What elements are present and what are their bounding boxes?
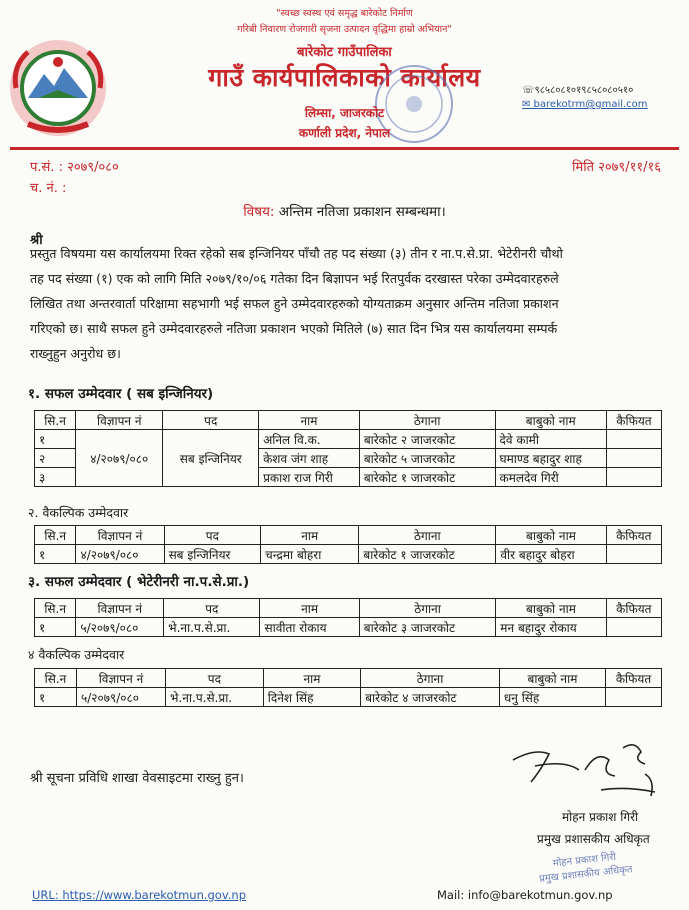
body-line-2: तह पद संख्या (१) एक को लागि मिति २०७९/१०/०६ गतेका दिन बिज्ञापन भई रितपुर्वक दरखास्त परेका उम्मेदवारहरुले	[30, 271, 559, 286]
body-line-3: लिखित तथा अन्तरवार्ता परिक्षामा सहभागी भई सफल हुने उम्मेदवारहरुको योग्यताक्रम अनुसार अन्तिम नतिजा प्रकाशन	[30, 296, 559, 311]
cell-name: प्रकाश राज गिरी	[259, 468, 360, 487]
column-header-adv: विज्ञापन नं	[76, 599, 164, 618]
results-table-4	[34, 668, 662, 707]
results-table-2	[34, 525, 662, 564]
cell-name: केशव जंग शाह	[259, 449, 360, 468]
dispatch-number-label: च. नं. :	[30, 181, 67, 196]
contact-phone: ☏९८५८०८१०१९८५८०८०५१०	[522, 85, 634, 96]
table-header-row	[35, 526, 662, 545]
column-header-post: पद	[163, 411, 259, 430]
column-header-father: बाबुको नाम	[495, 411, 606, 430]
header-divider	[10, 147, 679, 150]
cell-remark	[606, 688, 662, 707]
cell-father: वीर बहादुर बोहरा	[496, 545, 606, 564]
subject-line	[0, 202, 689, 220]
cell-address: बारेकोट ३ जाजरकोट	[359, 618, 496, 637]
column-header-adv: विज्ञापन नं	[76, 669, 165, 688]
cell-remark	[606, 545, 661, 564]
cell-adv-no: ५/२०७९/०८०	[76, 618, 164, 637]
section-heading-1: १. सफल उम्मेदवार ( सब इन्जिनियर)	[28, 386, 214, 402]
cell-adv-no: ४/२०७९/०८०	[76, 430, 163, 487]
table-row	[35, 545, 662, 564]
body-line-5: राख्नुहुन अनुरोध छ।	[30, 346, 121, 361]
column-header-name: नाम	[263, 669, 360, 688]
slogan-line-1: "स्वच्छ स्वस्थ एवं समृद्ध बारेकोट निर्माण	[276, 8, 413, 19]
column-header-sn: सि.न	[35, 411, 76, 430]
table-row	[35, 688, 662, 707]
cell-remark	[606, 468, 661, 487]
column-header-address: ठेगाना	[359, 526, 496, 545]
cell-sn: २	[35, 449, 76, 468]
column-header-name: नाम	[261, 526, 359, 545]
subject-text: अन्तिम नतिजा प्रकाशन सम्बन्धमा।	[278, 204, 446, 220]
column-header-post: पद	[164, 599, 260, 618]
cell-sn: १	[35, 545, 76, 564]
cell-remark	[606, 449, 661, 468]
municipality-name: बारेकोट गाउँपालिका	[297, 45, 392, 60]
footer-mail[interactable]: Mail: info@barekotmun.gov.np	[437, 888, 613, 902]
cell-remark	[606, 430, 661, 449]
stamp-title: प्रमुख प्रशासकीय अधिकृत	[538, 864, 634, 885]
date-value: २०७९/११/१६	[598, 160, 661, 175]
signer-title: प्रमुख प्रशासकीय अधिकृत	[537, 832, 650, 846]
section-heading-4: ४ वैकल्पिक उम्मेदवार	[28, 647, 125, 662]
column-header-remark: कैफियत	[606, 599, 661, 618]
stamp-name: मोहन प्रकाश गिरी	[552, 851, 617, 870]
cell-address: बारेकोट ४ जाजरकोट	[361, 688, 500, 707]
column-header-adv: विज्ञापन नं	[76, 526, 164, 545]
subject-label: विषय:	[243, 204, 275, 220]
cell-sn: १	[35, 430, 76, 449]
column-header-father: बाबुको नाम	[496, 599, 606, 618]
cell-father: मन बहादुर रोकाय	[496, 618, 606, 637]
footer-note: श्री सूचना प्रविधि शाखा वेवसाइटमा राख्नु हुन।	[30, 771, 244, 786]
cell-name: चन्द्रमा बोहरा	[261, 545, 359, 564]
body-line-1: प्रस्तुत विषयमा यस कार्यालयमा रिक्त रहेको सब इन्जिनियर पाँचौ तह पद संख्या (३) तीन र ना.प.से.प्रा. भेटेरीनरी चौथो	[30, 246, 563, 261]
column-header-father: बाबुको नाम	[499, 669, 605, 688]
signer-name: मोहन प्रकाश गिरी	[562, 810, 639, 824]
cell-adv-no: ४/२०७९/०८०	[76, 545, 164, 564]
cell-post: सब इन्जिनियर	[163, 430, 259, 487]
cell-sn: ३	[35, 468, 76, 487]
cell-post: भे.ना.प.से.प्रा.	[165, 688, 263, 707]
cell-father: कमलदेव गिरी	[495, 468, 606, 487]
column-header-name: नाम	[260, 599, 359, 618]
column-header-remark: कैफियत	[606, 411, 661, 430]
column-header-sn: सि.न	[35, 526, 76, 545]
reference-value: २०७९/०८०	[67, 160, 119, 175]
table-header-row	[35, 411, 662, 430]
cell-adv-no: ५/२०७९/०८०	[76, 688, 165, 707]
column-header-sn: सि.न	[35, 669, 77, 688]
website-link[interactable]: URL: https://www.barekotmun.gov.np	[32, 888, 247, 902]
column-header-post: पद	[165, 669, 263, 688]
cell-address: बारेकोट २ जाजरकोट	[359, 430, 495, 449]
results-table-3	[34, 598, 662, 637]
office-province: कर्णाली प्रदेश, नेपाल	[298, 126, 391, 140]
cell-address: बारेकोट १ जाजरकोट	[359, 468, 495, 487]
cell-father: देवे कामी	[495, 430, 606, 449]
signer-stamp	[519, 845, 651, 886]
results-table-1	[34, 410, 662, 487]
column-header-address: ठेगाना	[359, 599, 496, 618]
office-district: लिम्सा, जाजरकोट	[304, 106, 385, 120]
table-header-row	[35, 599, 662, 618]
table-row	[35, 430, 662, 449]
body-line-4: गरिएको छ। साथै सफल हुने उम्मेदवारहरुले नतिजा प्रकाशन भएको मितिले (७) सात दिन भित्र यस कार्यालयमा सम्पर्क	[30, 321, 558, 336]
cell-sn: १	[35, 688, 77, 707]
table-header-row	[35, 669, 662, 688]
table-row	[35, 618, 662, 637]
column-header-remark: कैफियत	[606, 526, 661, 545]
cell-name: सावीता रोकाय	[260, 618, 359, 637]
column-header-post: पद	[164, 526, 261, 545]
section-heading-3: ३. सफल उम्मेदवार ( भेटेरीनरी ना.प.से.प्रा.)	[28, 574, 250, 590]
cell-father: घमाण्ड बहादुर शाह	[495, 449, 606, 468]
salutation: श्री	[30, 233, 43, 248]
letter-date	[572, 157, 661, 175]
reference-label: प.सं. :	[30, 160, 63, 175]
handwritten-signature	[505, 730, 665, 800]
column-header-sn: सि.न	[35, 599, 76, 618]
cell-father: धनु सिंह	[499, 688, 605, 707]
column-header-name: नाम	[259, 411, 360, 430]
cell-name: दिनेश सिंह	[263, 688, 360, 707]
cell-remark	[606, 618, 661, 637]
cell-sn: १	[35, 618, 76, 637]
date-label: मिति	[572, 160, 595, 175]
column-header-address: ठेगाना	[359, 411, 495, 430]
reference-number	[30, 157, 119, 175]
column-header-father: बाबुको नाम	[496, 526, 606, 545]
column-header-remark: कैफियत	[606, 669, 662, 688]
cell-address: बारेकोट ५ जाजरकोट	[359, 449, 495, 468]
cell-address: बारेकोट १ जाजरकोट	[359, 545, 496, 564]
cell-post: सब इन्जिनियर	[164, 545, 261, 564]
office-title: गाउँ कार्यपालिकाको कार्यालय	[208, 63, 481, 92]
slogan-line-2: गरिबी निवारण रोजगारी सृजना उत्पादन वृद्धिमा हाम्रो अभियान"	[237, 24, 452, 35]
section-heading-2: २. वैकल्पिक उम्मेदवार	[28, 505, 129, 520]
cell-post: भे.ना.प.से.प्रा.	[164, 618, 260, 637]
cell-name: अनिल वि.क.	[259, 430, 360, 449]
column-header-adv: विज्ञापन नं	[76, 411, 163, 430]
column-header-address: ठेगाना	[361, 669, 500, 688]
contact-email-link[interactable]: ✉ barekotrm@gmail.com	[522, 99, 648, 110]
